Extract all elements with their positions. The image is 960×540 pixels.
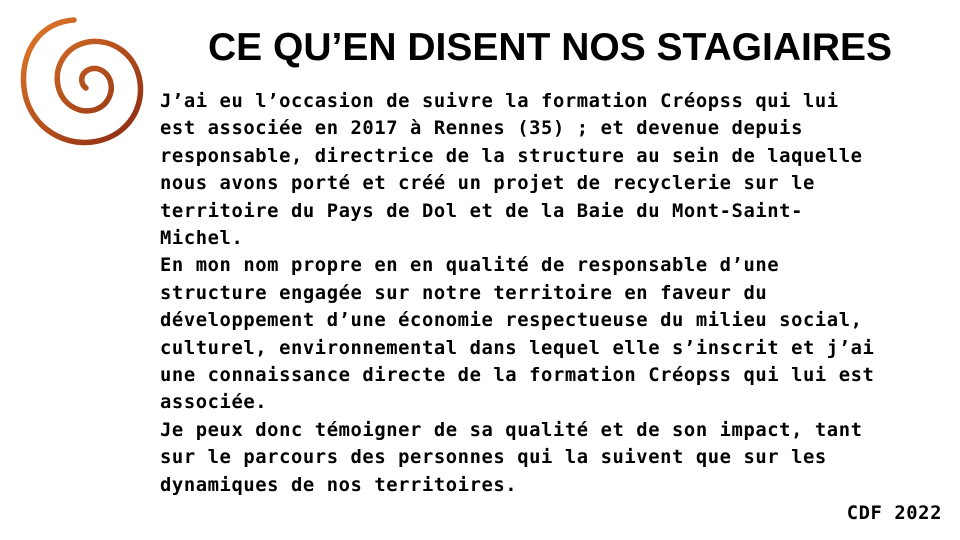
testimonial-line: Je peux donc témoigner de sa qualité et de son impact, tant [160,419,863,441]
testimonial-line: dynamiques de nos territoires. [160,474,518,496]
testimonial-line: Michel. [160,228,244,250]
footer-label: CDF 2022 [846,503,942,524]
testimonial-line: une connaissance directe de la formation Créopss qui lui est [160,365,875,387]
testimonial-line: En mon nom propre en en qualité de responsable d’une [160,255,780,277]
testimonial-line: sur le parcours des personnes qui la suivent que sur les [160,447,827,469]
testimonial-line: structure engagée sur notre territoire en faveur du [160,282,768,304]
testimonial-text [160,88,950,499]
page-title: CE QU’EN DISENT NOS STAGIAIRES [207,26,893,69]
testimonial-line: associée. [160,392,268,414]
testimonial-line: responsable, directrice de la structure au sein de laquelle [160,145,863,167]
testimonial-line: J’ai eu l’occasion de suivre la formation Créopss qui lui [160,91,839,112]
testimonial-line: est associée en 2017 à Rennes (35) ; et devenue depuis [160,118,803,140]
testimonial-line: nous avons porté et créé un projet de recyclerie sur le [160,173,815,195]
testimonial-line: territoire du Pays de Dol et de la Baie du Mont-Saint- [160,200,803,222]
testimonial-line: développement d’une économie respectueuse du milieu social, [160,310,863,332]
spiral-logo-icon [12,12,150,152]
testimonial-line: culturel, environnemental dans lequel elle s’inscrit et j’ai [160,337,875,359]
